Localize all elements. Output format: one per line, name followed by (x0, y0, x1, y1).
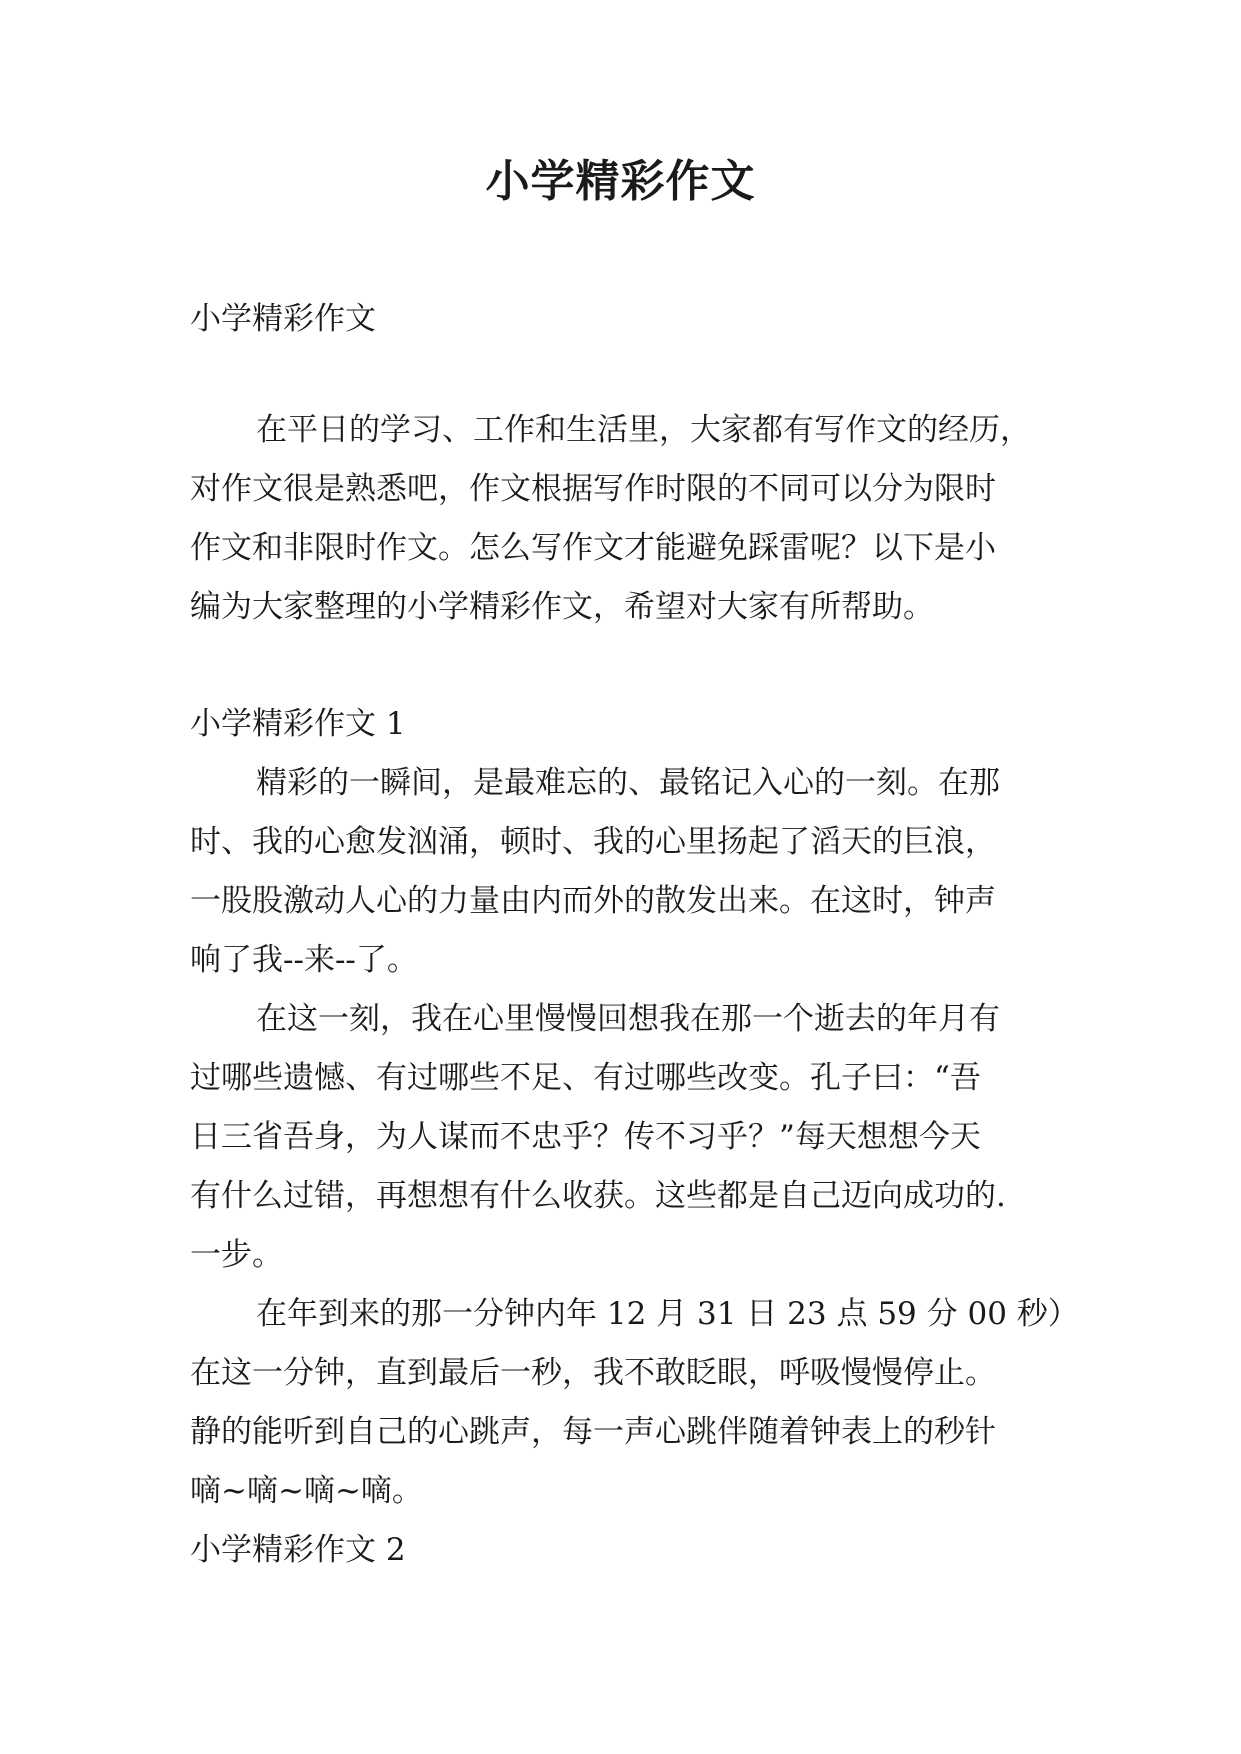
paragraph-line: 编为大家整理的小学精彩作文，希望对大家有所帮助。 (190, 589, 934, 625)
paragraph-line: 日三省吾身，为人谋而不忠乎？传不习乎？”每天想想今天 (190, 1119, 981, 1155)
paragraph-line: 有什么过错，再想想有什么收获。这些都是自己迈向成功的. (190, 1178, 1006, 1214)
intro-paragraph (190, 401, 1070, 637)
section1-paragraph-3 (190, 1285, 1079, 1521)
paragraph-line: 时、我的心愈发汹涌，顿时、我的心里扬起了滔天的巨浪， (190, 824, 996, 860)
paragraph-line: 在年到来的那一分钟内年 12 月 31 日 23 点 59 分 00 秒） (256, 1296, 1079, 1332)
subtitle: 小学精彩作文 (190, 301, 376, 337)
section1-paragraph-2 (190, 990, 1070, 1285)
paragraph-line: 过哪些遗憾、有过哪些不足、有过哪些改变。孔子曰：“吾 (190, 1060, 981, 1096)
paragraph-line: 嘀~嘀~嘀~嘀。 (190, 1473, 423, 1509)
paragraph-line: 一步。 (190, 1237, 283, 1273)
paragraph-line: 在这一分钟，直到最后一秒，我不敢眨眼，呼吸慢慢停止。 (190, 1355, 996, 1391)
paragraph-line: 一股股激动人心的力量由内而外的散发出来。在这时，钟声 (190, 883, 996, 919)
paragraph-line: 作文和非限时作文。怎么写作文才能避免踩雷呢？以下是小 (190, 530, 996, 566)
document-body (190, 290, 1079, 1580)
paragraph-line: 精彩的一瞬间，是最难忘的、最铭记入心的一刻。在那 (256, 765, 1000, 801)
paragraph-line: 对作文很是熟悉吧，作文根据写作时限的不同可以分为限时 (190, 471, 996, 507)
paragraph-line: 响了我--来--了。 (190, 942, 418, 978)
paragraph-line: 在平日的学习、工作和生活里，大家都有写作文的经历， (256, 412, 1031, 448)
section1-paragraph-1 (190, 754, 1070, 990)
paragraph-line: 在这一刻，我在心里慢慢回想我在那一个逝去的年月有 (256, 1001, 1000, 1037)
paragraph-line: 静的能听到自己的心跳声，每一声心跳伴随着钟表上的秒针 (190, 1414, 996, 1450)
section-heading-1: 小学精彩作文 1 (190, 706, 406, 742)
section-heading-2: 小学精彩作文 2 (190, 1532, 406, 1568)
document-title: 小学精彩作文 (485, 156, 756, 207)
